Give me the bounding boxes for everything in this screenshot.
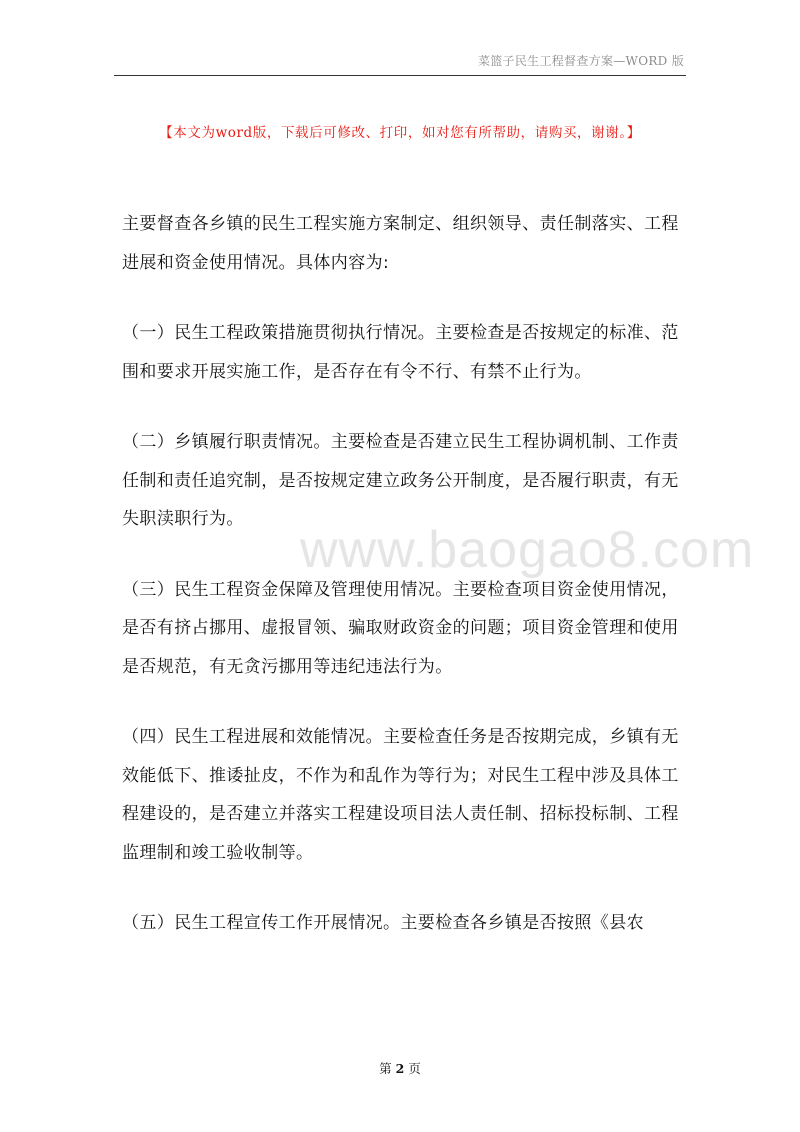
header-divider — [114, 75, 686, 76]
footer-prefix: 第 — [379, 1061, 392, 1076]
paragraph-item-5: （五）民生工程宣传工作开展情况。主要检查各乡镇是否按照《县农 — [122, 913, 644, 933]
footer-suffix: 页 — [408, 1061, 421, 1076]
paragraph-item-3: （三）民生工程资金保障及管理使用情况。主要检查项目资金使用情况，是否有挤占挪用、虚报冒领、骗取财政资金的问题；项目资金管理和使用是否规范，有无贪污挪用等违纪违法行为。 — [122, 579, 679, 677]
page-footer — [0, 1059, 800, 1077]
paragraph-item-4: （四）民生工程进展和效能情况。主要检查任务是否按期完成，乡镇有无效能低下、推诿扯皮，不作为和乱作为等行为；对民生工程中涉及具体工程建设的，是否建立并落实工程建设项目法人责任制、招标投标制、工程监理制和竣工验收制等。 — [122, 727, 679, 863]
page-header — [0, 52, 800, 78]
purchase-notice: 【本文为word版，下载后可修改、打印，如对您有所帮助，请购买，谢谢。】 — [159, 125, 641, 141]
document-body — [122, 205, 688, 975]
paragraph-item-2: （二）乡镇履行职责情况。主要检查是否建立民生工程协调机制、工作责任制和责任追究制，是否按规定建立政务公开制度，是否履行职责，有无失职渎职行为。 — [122, 432, 679, 529]
watermark: www.baogao8.com — [300, 521, 755, 579]
page-number: 2 — [395, 1061, 405, 1076]
paragraph-item-1: （一）民生工程政策措施贯彻执行情况。主要检查是否按规定的标准、范围和要求开展实施工作，是否存在有令不行、有禁不止行为。 — [122, 323, 679, 382]
paragraph-intro: 主要督查各乡镇的民生工程实施方案制定、组织领导、责任制落实、工程进展和资金使用情况。具体内容为: — [122, 214, 679, 273]
header-title: 菜篮子民生工程督查方案—WORD 版 — [477, 54, 684, 68]
